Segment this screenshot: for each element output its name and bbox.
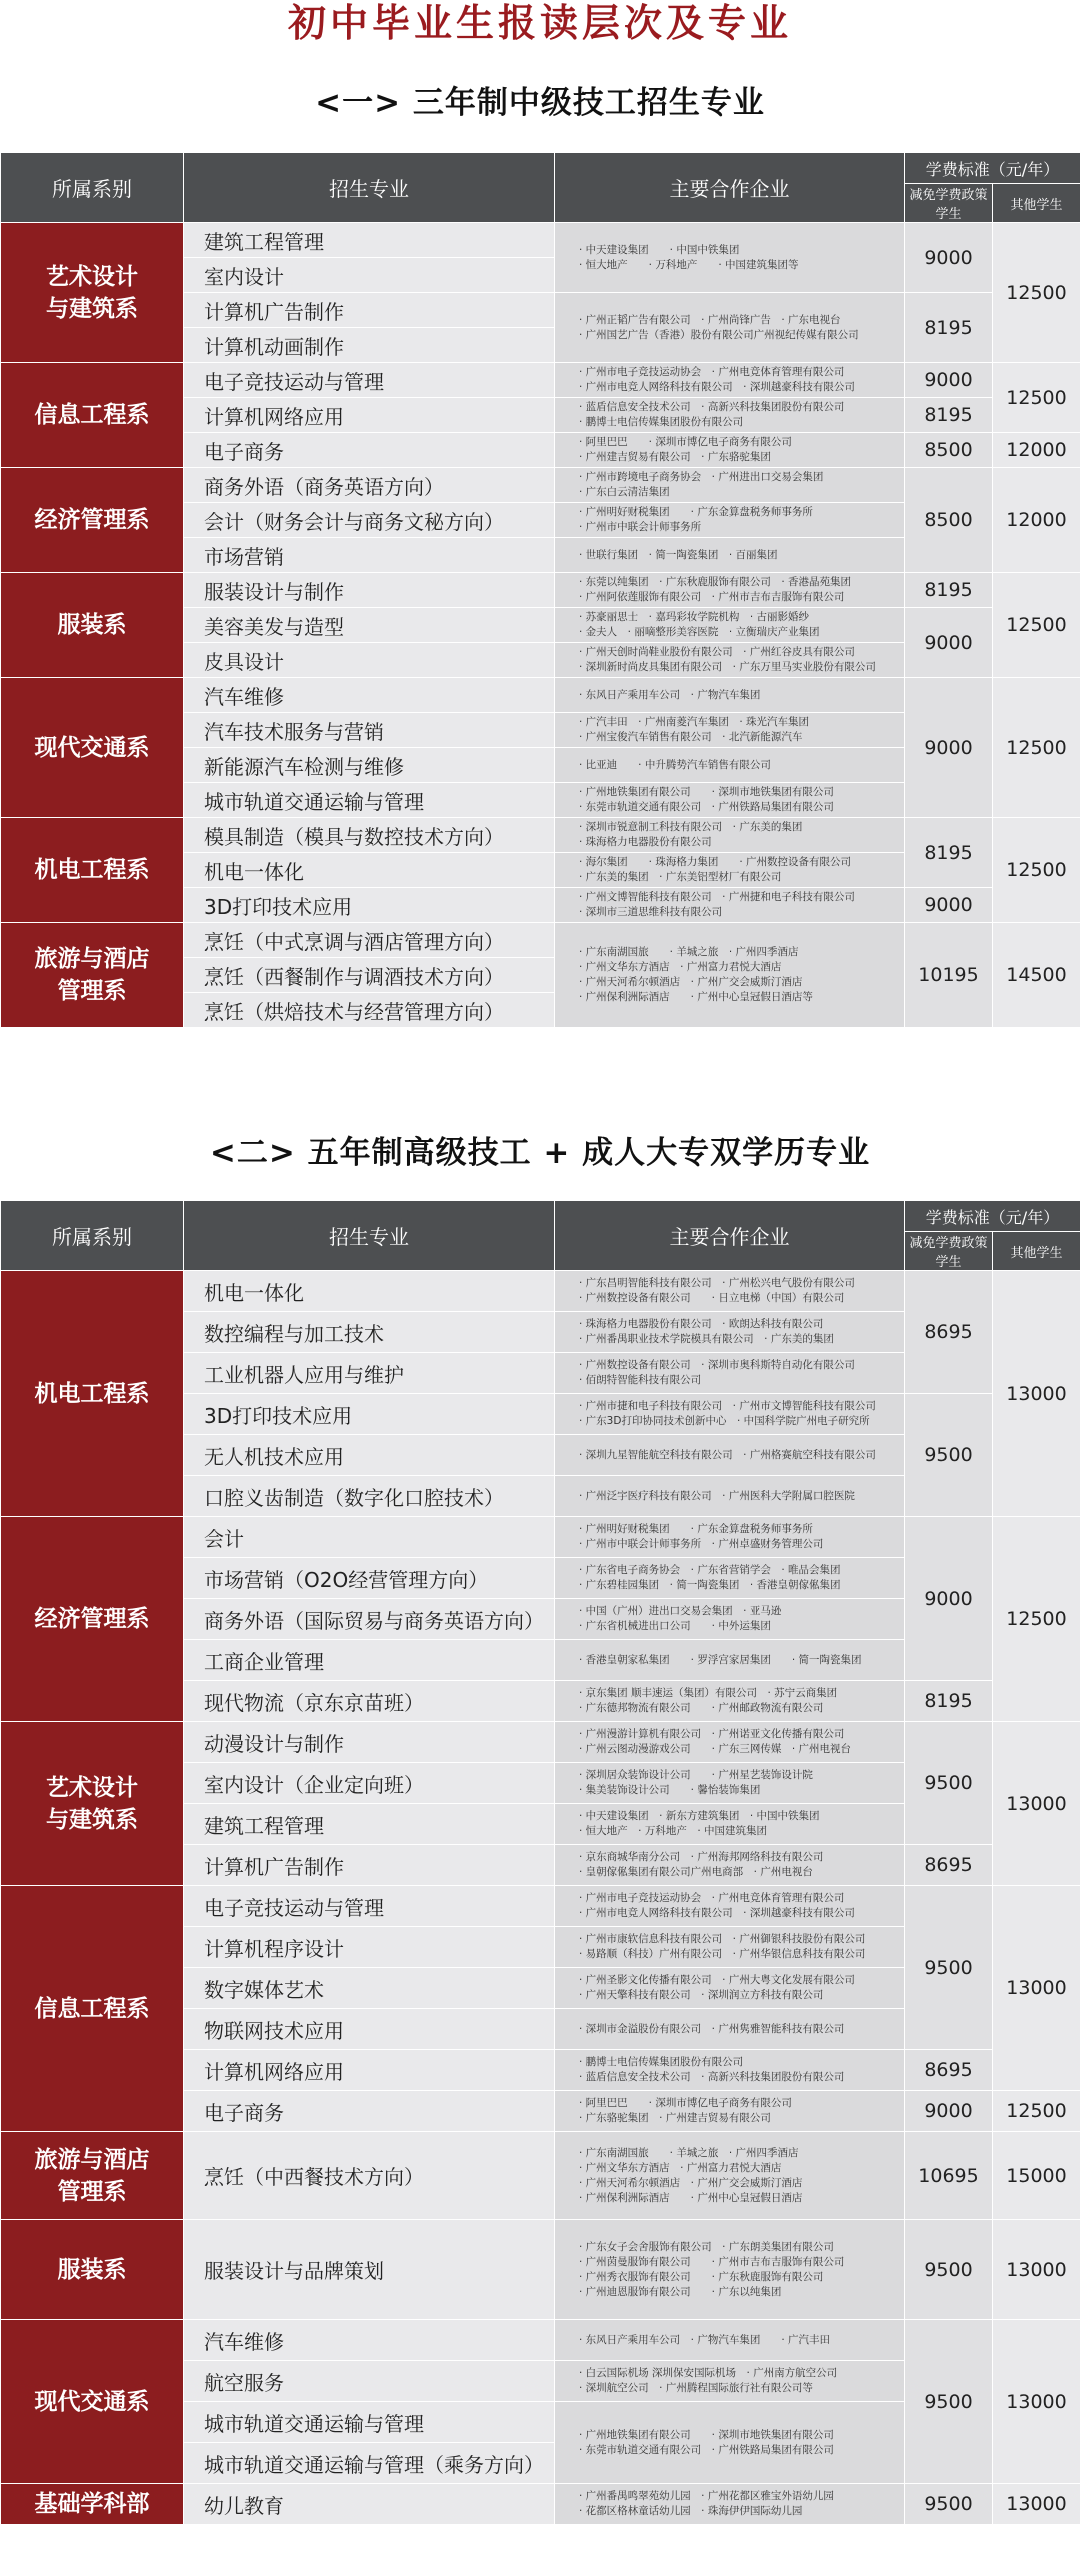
dept-label: 艺术设计 与建筑系 [46, 263, 138, 322]
fee-reduced: 8500 [905, 433, 993, 468]
fee-reduced: 9500 [905, 2220, 993, 2320]
partner-list: · 广州市电子竞技运动协会 · 广州电竞体育管理有限公司 · 广州市电竞人网络科技有限公司 · 深圳越豪科技有限公司 [555, 1886, 905, 1927]
major-item: 烹饪（西餐制作与调酒技术方向） [184, 958, 555, 993]
fee-reduced: 10695 [905, 2132, 993, 2220]
partner-list: · 广州明好财税集团 · 广东金算盘税务师事务所 · 广州市中联会计师事务所 [555, 503, 905, 538]
major-item: 会计 [184, 1517, 555, 1558]
major-item: 航空服务 [184, 2361, 555, 2402]
fee-other: 13000 [993, 2320, 1080, 2484]
dept-mechatronics: 机电工程系 [1, 1271, 184, 1517]
partner-list: · 比亚迪 · 中升腾势汽车销售有限公司 [555, 748, 905, 783]
dept-art [1, 1722, 184, 1886]
major-item: 计算机广告制作 [184, 1845, 555, 1886]
major-item: 数字媒体艺术 [184, 1968, 555, 2009]
partner-list: · 广州市捷和电子科技有限公司 · 广州市文博智能科技有限公司 · 广东3D打印协同技术创新中心 · 中国科学院广州电子研究所 [555, 1394, 905, 1435]
major-item: 汽车维修 [184, 2320, 555, 2361]
partner-list: · 世联行集团 · 简一陶瓷集团 · 百丽集团 [555, 538, 905, 573]
partner-list: · 东莞以纯集团 · 广东秋鹿服饰有限公司 · 香港晶苑集团 · 广州阿依莲服饰有限公司 · 广州市吉布吉服饰有限公司 [555, 573, 905, 608]
dept-info: 信息工程系 [1, 1886, 184, 2132]
major-item: 电子商务 [184, 2091, 555, 2132]
fee-other: 13000 [993, 2484, 1080, 2525]
fee-reduced: 9000 [905, 2091, 993, 2132]
header-fee-reduced: 减免学费政策学生 [905, 1232, 993, 1271]
major-item: 3D打印技术应用 [184, 1394, 555, 1435]
major-item: 市场营销 [184, 538, 555, 573]
partner-list: · 广东昌明智能科技有限公司 · 广州松兴电气股份有限公司 · 广州数控设备有限公司 · 日立电梯（中国）有限公司 [555, 1271, 905, 1312]
major-item: 计算机网络应用 [184, 398, 555, 433]
partner-list: · 广州漫游计算机有限公司 · 广州诺亚文化传播有限公司 · 广州云图动漫游戏公司 · 广东三网传媒 · 广州电视台 [555, 1722, 905, 1763]
header-partners: 主要合作企业 [555, 153, 905, 223]
major-item: 无人机技术应用 [184, 1435, 555, 1476]
header-fee-other: 其他学生 [993, 1232, 1080, 1271]
fee-other: 12000 [993, 433, 1080, 468]
fee-reduced: 8195 [905, 398, 993, 433]
major-item: 计算机广告制作 [184, 293, 555, 328]
partner-list: · 广州地铁集团有限公司 · 深圳市地铁集团有限公司 · 东莞市轨道交通有限公司 · 广州铁路局集团有限公司 [555, 2402, 905, 2484]
partner-list: · 东风日产乘用车公司 · 广物汽车集团 [555, 678, 905, 713]
table-five-year [0, 1200, 1080, 2525]
major-item: 工商企业管理 [184, 1640, 555, 1681]
major-item: 幼儿教育 [184, 2484, 555, 2525]
partner-list: · 广汽丰田 · 广州南菱汽车集团 · 珠光汽车集团 · 广州宝俊汽车销售有限公司 · 北汽新能源汽车 [555, 713, 905, 748]
partner-list: · 广州市电子竞技运动协会 · 广州电竞体育管理有限公司 · 广州市电竞人网络科技有限公司 · 深圳越豪科技有限公司 [555, 363, 905, 398]
fee-reduced: 8195 [905, 573, 993, 608]
fee-other: 13000 [993, 1722, 1080, 1886]
dept-info: 信息工程系 [1, 363, 184, 468]
partner-list: · 鹏博士电信传媒集团股份有限公司 · 蓝盾信息安全技术公司 · 高新兴科技集团股份有限公司 [555, 2050, 905, 2091]
fee-reduced: 10195 [905, 923, 993, 1028]
fee-other: 13000 [993, 1271, 1080, 1517]
dept-mechatronics: 机电工程系 [1, 818, 184, 923]
major-item: 物联网技术应用 [184, 2009, 555, 2050]
fee-reduced: 9000 [905, 678, 993, 818]
header-fee-reduced: 减免学费政策学生 [905, 184, 993, 223]
partner-list: · 广州正韬广告有限公司 · 广州尚锋广告 · 广东电视台 · 广州国艺广告（香港）股份有限公司广州视纪传媒有限公司 [555, 293, 905, 363]
major-item: 室内设计（企业定向班） [184, 1763, 555, 1804]
major-item: 模具制造（模具与数控技术方向） [184, 818, 555, 853]
partner-list: · 广州数控设备有限公司 · 深圳市奥科斯特自动化有限公司 · 佰朗特智能科技有限公司 [555, 1353, 905, 1394]
dept-label: 艺术设计 与建筑系 [46, 1774, 138, 1833]
major-item: 城市轨道交通运输与管理 [184, 783, 555, 818]
dept-tourism [1, 2132, 184, 2220]
partner-list: · 深圳市锐意制工科技有限公司 · 广东美的集团 · 珠海格力电器股份有限公司 [555, 818, 905, 853]
fee-reduced: 9000 [905, 608, 993, 678]
fee-other: 13000 [993, 2220, 1080, 2320]
major-item: 服装设计与品牌策划 [184, 2220, 555, 2320]
major-item: 汽车维修 [184, 678, 555, 713]
partner-list: · 京东商城华南分公司 · 广州海邦网络科技有限公司 · 皇朝傢俬集团有限公司广州电商部 · 广州电视台 [555, 1845, 905, 1886]
fee-reduced: 9500 [905, 2320, 993, 2484]
dept-art [1, 223, 184, 363]
major-item: 新能源汽车检测与维修 [184, 748, 555, 783]
partner-list: · 白云国际机场 深圳保安国际机场 · 广州南方航空公司 · 深圳航空公司 · 广州腾程国际旅行社有限公司等 [555, 2361, 905, 2402]
major-item: 建筑工程管理 [184, 1804, 555, 1845]
section2-title: <二> 五年制高级技工 + 成人大专双学历专业 [209, 1135, 871, 1171]
fee-reduced: 9000 [905, 363, 993, 398]
major-item: 室内设计 [184, 258, 555, 293]
major-item: 机电一体化 [184, 853, 555, 888]
major-item: 数控编程与加工技术 [184, 1312, 555, 1353]
partner-list: · 广东南湖国旅 · 羊城之旅 · 广州四季酒店 · 广州文华东方酒店 · 广州富力君悦大酒店 · 广州天河希尔顿酒店 · 广州广交会威斯汀酒店 · 广州保利洲际酒店 · 广州中心皇冠假日酒店 [555, 2132, 905, 2220]
dept-transport: 现代交通系 [1, 678, 184, 818]
fee-reduced: 8195 [905, 293, 993, 363]
partner-list: · 广东南湖国旅 · 羊城之旅 · 广州四季酒店 · 广州文华东方酒店 · 广州富力君悦大酒店 · 广州天河希尔顿酒店 · 广州广交会威斯汀酒店 · 广州保利洲际酒店 · 广州中心皇冠假日酒店等 [555, 923, 905, 1028]
partner-list: · 广州圣影文化传播有限公司 · 广州大粤文化发展有限公司 · 广州天擎科技有限公司 · 深圳润立方科技有限公司 [555, 1968, 905, 2009]
fee-other: 12500 [993, 818, 1080, 923]
major-item: 汽车技术服务与营销 [184, 713, 555, 748]
major-item: 建筑工程管理 [184, 223, 555, 258]
partner-list: · 珠海格力电器股份有限公司 · 欧朗达科技有限公司 · 广州番禺职业技术学院模具有限公司 · 广东美的集团 [555, 1312, 905, 1353]
major-item: 电子商务 [184, 433, 555, 468]
fee-other: 12500 [993, 678, 1080, 818]
major-item: 城市轨道交通运输与管理（乘务方向） [184, 2443, 555, 2484]
partner-list: · 广州地铁集团有限公司 · 深圳市地铁集团有限公司 · 东莞市轨道交通有限公司 · 广州铁路局集团有限公司 [555, 783, 905, 818]
partner-list: · 海尔集团 · 珠海格力集团 · 广州数控设备有限公司 · 广东美的集团 · 广东美铝型材厂有限公司 [555, 853, 905, 888]
fee-reduced: 9000 [905, 223, 993, 293]
header-partners: 主要合作企业 [555, 1201, 905, 1271]
fee-reduced: 8500 [905, 468, 993, 573]
partner-list: · 广东省电子商务协会 · 广东省营销学会 · 唯品会集团 · 广东碧桂园集团 · 简一陶瓷集团 · 香港皇朝傢俬集团 [555, 1558, 905, 1599]
major-item: 会计（财务会计与商务文秘方向） [184, 503, 555, 538]
partner-list: · 东风日产乘用车公司 · 广物汽车集团 · 广汽丰田 [555, 2320, 905, 2361]
header-fee-other: 其他学生 [993, 184, 1080, 223]
dept-tourism [1, 923, 184, 1028]
partner-list: · 广州市康软信息科技有限公司 · 广州御银科技股份有限公司 · 易路顺（科技）广州有限公司 · 广州华银信息科技有限公司 [555, 1927, 905, 1968]
major-item: 计算机网络应用 [184, 2050, 555, 2091]
dept-foundation: 基础学科部 [1, 2484, 184, 2525]
fee-reduced: 8695 [905, 1845, 993, 1886]
dept-label: 旅游与酒店 管理系 [34, 2146, 150, 2205]
major-item: 工业机器人应用与维护 [184, 1353, 555, 1394]
major-item: 动漫设计与制作 [184, 1722, 555, 1763]
partner-list: · 广州明好财税集团 · 广东金算盘税务师事务所 · 广州市中联会计师事务所 · 广州卓盛财务管理公司 [555, 1517, 905, 1558]
fee-other: 12500 [993, 1517, 1080, 1722]
header-dept: 所属系别 [1, 1201, 184, 1271]
dept-economics: 经济管理系 [1, 1517, 184, 1722]
major-item: 电子竞技运动与管理 [184, 1886, 555, 1927]
fee-other: 14500 [993, 923, 1080, 1028]
major-item: 烹饪（中式烹调与酒店管理方向） [184, 923, 555, 958]
page-title: 初中毕业生报读层次及专业 [287, 0, 792, 45]
major-item: 烹饪（烘焙技术与经营管理方向） [184, 993, 555, 1028]
partner-list: · 广州天创时尚鞋业股份有限公司 · 广州红谷皮具有限公司 · 深圳新时尚皮具集团有限公司 · 广东万里马实业股份有限公司 [555, 643, 905, 678]
fee-reduced: 8195 [905, 1681, 993, 1722]
partner-list: · 广州泛宇医疗科技有限公司 · 广州医科大学附属口腔医院 [555, 1476, 905, 1517]
fee-reduced: 8695 [905, 1271, 993, 1394]
table-three-year [0, 152, 1080, 1028]
partner-list: · 蓝盾信息安全技术公司 · 高新兴科技集团股份有限公司 · 鹏博士电信传媒集团股份有限公司 [555, 398, 905, 433]
partner-list: · 阿里巴巴 · 深圳市博亿电子商务有限公司 · 广东骆驼集团 · 广州建吉贸易有限公司 [555, 2091, 905, 2132]
header-major: 招生专业 [184, 1201, 555, 1271]
fee-reduced: 9500 [905, 1886, 993, 2050]
fee-other: 12500 [993, 223, 1080, 363]
partner-list: · 广州番禺鸣翠苑幼儿园 · 广州花都区雅宝外语幼儿园 · 花都区格林童话幼儿园 · 珠海伊伊国际幼儿园 [555, 2484, 905, 2525]
dept-fashion: 服装系 [1, 573, 184, 678]
fee-other: 13000 [993, 1886, 1080, 2091]
dept-economics: 经济管理系 [1, 468, 184, 573]
partner-list: · 广州文博智能科技有限公司 · 广州捷和电子科技有限公司 · 深圳市三道思维科技有限公司 [555, 888, 905, 923]
partner-list: · 香港皇朝家私集团 · 罗浮宫家居集团 · 简一陶瓷集团 [555, 1640, 905, 1681]
partner-list: · 深圳居众装饰设计公司 · 广州星艺装饰设计院 · 集美装饰设计公司 · 馨怡装饰集团 [555, 1763, 905, 1804]
dept-fashion: 服装系 [1, 2220, 184, 2320]
fee-reduced: 9500 [905, 2484, 993, 2525]
major-item: 城市轨道交通运输与管理 [184, 2402, 555, 2443]
header-fee: 学费标准（元/年） [905, 1201, 1080, 1232]
major-item: 现代物流（京东京苗班） [184, 1681, 555, 1722]
partner-list: · 深圳九星智能航空科技有限公司 · 广州格赛航空科技有限公司 [555, 1435, 905, 1476]
partner-list: · 中天建设集团 · 中国中铁集团 · 恒大地产 · 万科地产 · 中国建筑集团等 [555, 223, 905, 293]
fee-reduced: 9000 [905, 1517, 993, 1681]
fee-reduced: 9500 [905, 1722, 993, 1845]
major-item: 皮具设计 [184, 643, 555, 678]
fee-reduced: 9000 [905, 888, 993, 923]
fee-other: 12500 [993, 363, 1080, 433]
header-dept: 所属系别 [1, 153, 184, 223]
partner-list: · 中国（广州）进出口交易会集团 · 亚马逊 · 广东省机械进出口公司 · 中外运集团 [555, 1599, 905, 1640]
partner-list: · 广州市跨境电子商务协会 · 广州进出口交易会集团 · 广东白云清洁集团 [555, 468, 905, 503]
fee-other: 12500 [993, 2091, 1080, 2132]
fee-other: 12000 [993, 468, 1080, 573]
major-item: 美容美发与造型 [184, 608, 555, 643]
header-fee: 学费标准（元/年） [905, 153, 1080, 184]
partner-list: · 中天建设集团 · 新东方建筑集团 · 中国中铁集团 · 恒大地产 · 万科地产 · 中国建筑集团 [555, 1804, 905, 1845]
fee-reduced: 8695 [905, 2050, 993, 2091]
fee-reduced: 8195 [905, 818, 993, 888]
partner-list: · 苏豪丽思士 · 嘉玛彩妆学院机构 · 古丽影婚纱 · 金夫人 · 丽嘀整形美容医院 · 立衡瑞庆产业集团 [555, 608, 905, 643]
major-item: 市场营销（O2O经营管理方向） [184, 1558, 555, 1599]
partner-list: · 阿里巴巴 · 深圳市博亿电子商务有限公司 · 广州建吉贸易有限公司 · 广东骆驼集团 [555, 433, 905, 468]
fee-reduced: 9500 [905, 1394, 993, 1517]
dept-label: 旅游与酒店 管理系 [34, 946, 150, 1004]
major-item: 电子竞技运动与管理 [184, 363, 555, 398]
major-item: 服装设计与制作 [184, 573, 555, 608]
major-item: 商务外语（商务英语方向） [184, 468, 555, 503]
major-item: 烹饪（中西餐技术方向） [184, 2132, 555, 2220]
fee-other: 15000 [993, 2132, 1080, 2220]
partner-list: · 京东集团 顺丰速运（集团）有限公司 · 苏宁云商集团 · 广东德邦物流有限公司 · 广州邮政物流有限公司 [555, 1681, 905, 1722]
major-item: 机电一体化 [184, 1271, 555, 1312]
partner-list: · 广东女子会舍服饰有限公司 · 广东朗美集团有限公司 · 广州茵曼服饰有限公司 · 广州市吉布吉服饰有限公司 · 广州秀衣服饰有限公司 · 广东秋鹿服饰有限公司 · 广州迪恩服饰有限公司 · 广东以纯集团 [555, 2220, 905, 2320]
dept-transport: 现代交通系 [1, 2320, 184, 2484]
major-item: 口腔义齿制造（数字化口腔技术） [184, 1476, 555, 1517]
fee-other: 12500 [993, 573, 1080, 678]
major-item: 计算机程序设计 [184, 1927, 555, 1968]
major-item: 商务外语（国际贸易与商务英语方向） [184, 1599, 555, 1640]
partner-list: · 深圳市金溢股份有限公司 · 广州隽雅智能科技有限公司 [555, 2009, 905, 2050]
major-item: 3D打印技术应用 [184, 888, 555, 923]
section1-title: <一> 三年制中级技工招生专业 [315, 85, 765, 121]
major-item: 计算机动画制作 [184, 328, 555, 363]
header-major: 招生专业 [184, 153, 555, 223]
